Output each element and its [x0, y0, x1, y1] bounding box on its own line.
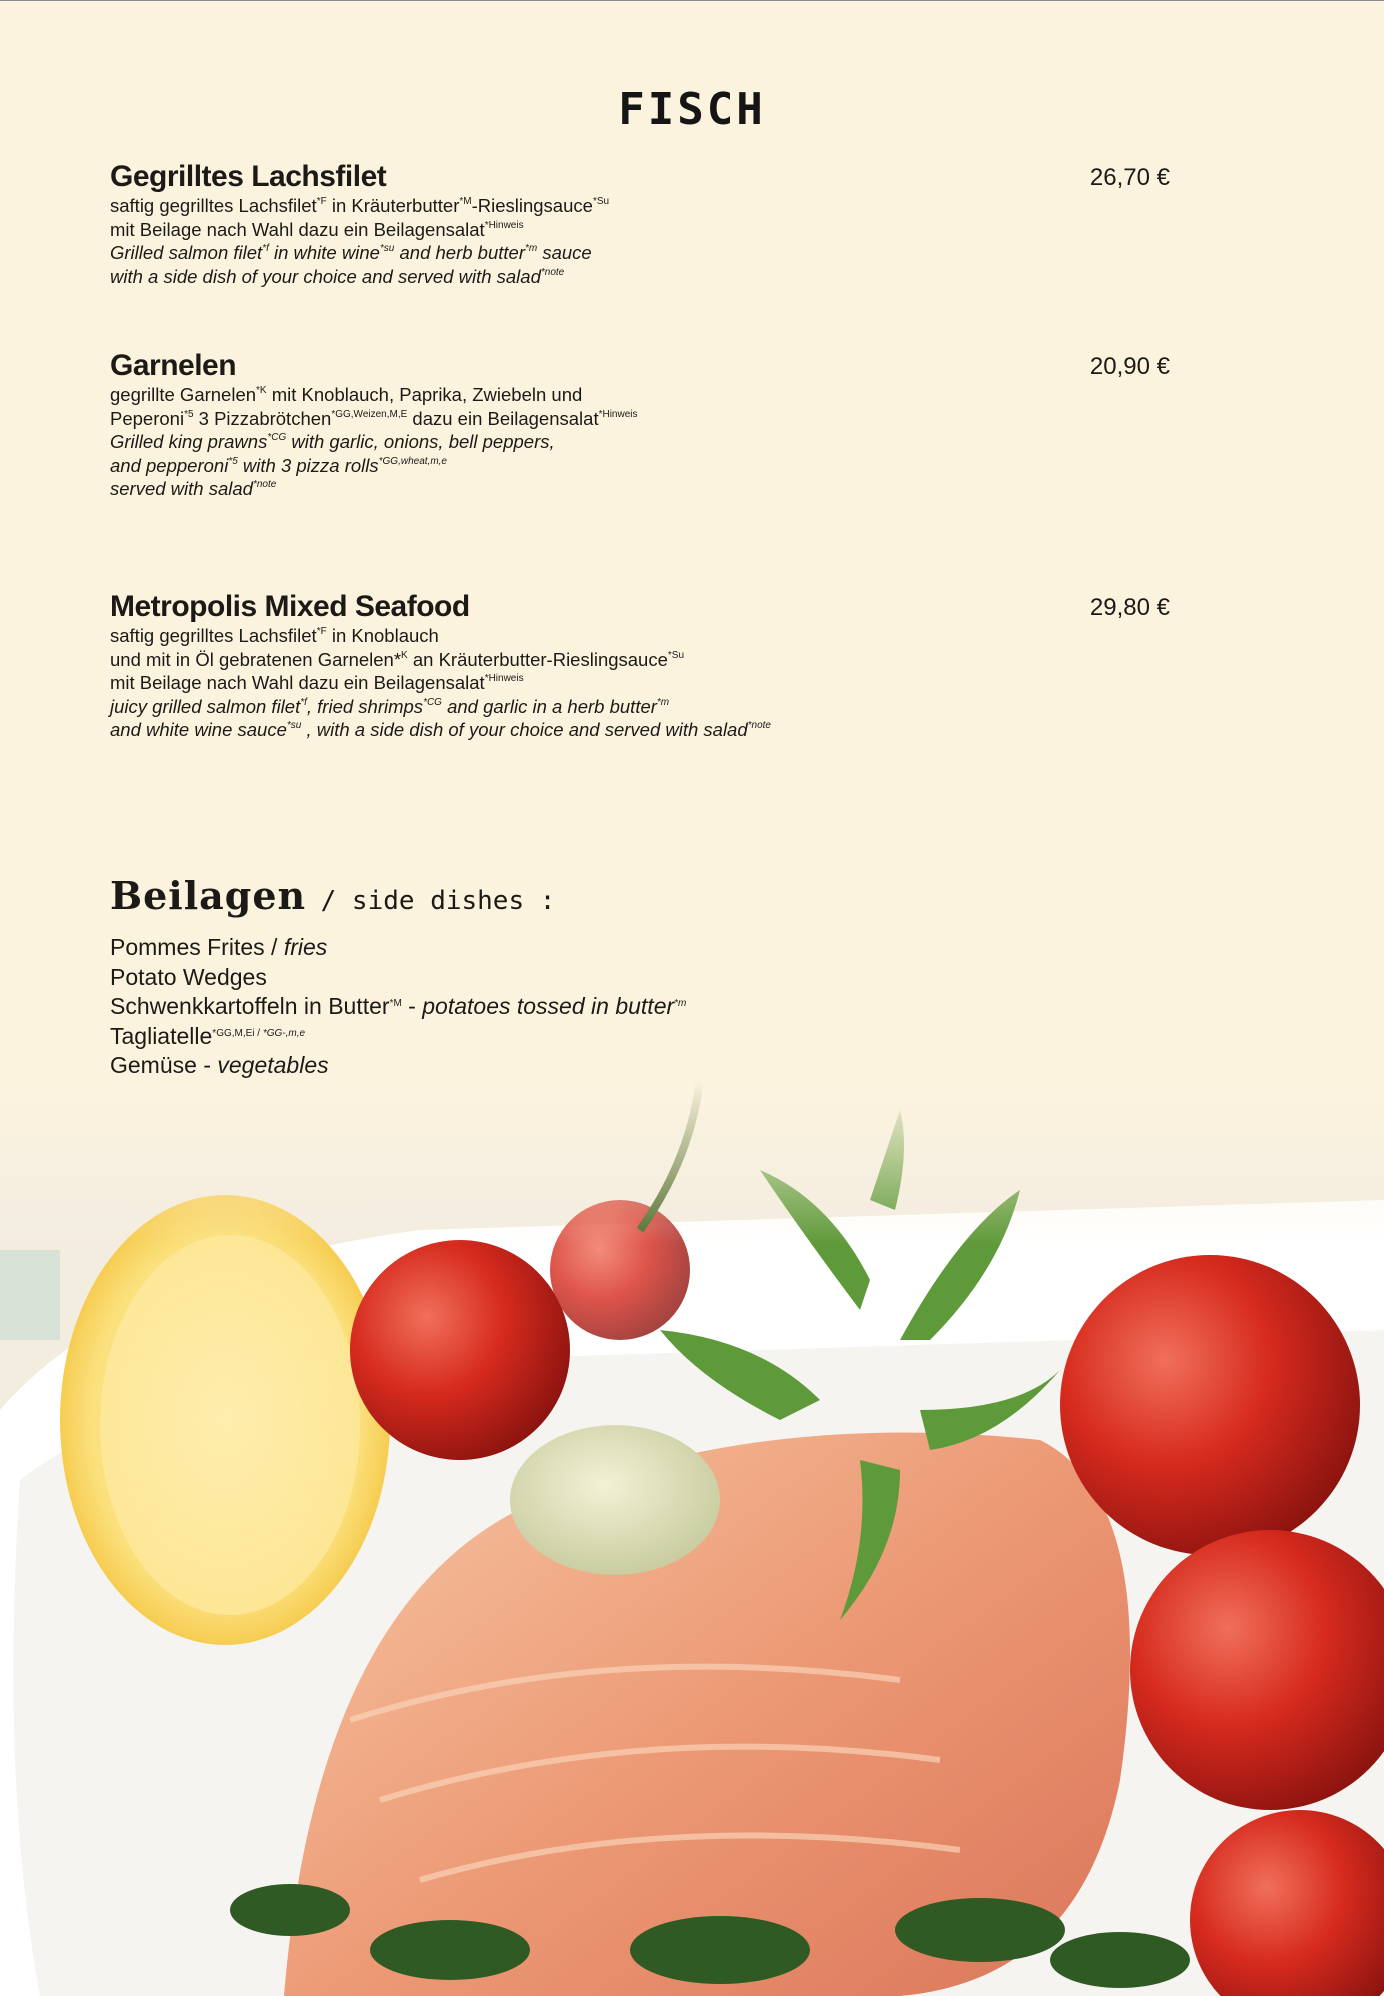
sides-subtitle: / side dishes :: [320, 886, 556, 916]
item-price: 29,80 €: [1089, 594, 1170, 621]
menu-item-garnelen: [110, 349, 1170, 501]
text-segment: Gemüse -: [110, 1052, 218, 1078]
text-segment: vegetables: [217, 1052, 329, 1078]
allergen-code: *note: [252, 479, 277, 490]
allergen-code: *GG,Weizen,M,E: [331, 408, 408, 420]
item-description: [110, 383, 1170, 501]
text-segment: juicy grilled salmon filet: [110, 695, 301, 717]
allergen-code: *GG,M,Ei /: [212, 1027, 263, 1039]
top-border-line: [0, 0, 1384, 1]
allergen-code: *m: [524, 243, 538, 254]
text-segment: Grilled salmon filet: [110, 242, 263, 263]
text-segment: and herb butter: [394, 242, 525, 263]
allergen-code: *Su: [667, 649, 685, 661]
allergen-code: *f: [262, 243, 269, 254]
description-line-de: [110, 648, 1170, 672]
side-dish-item: [110, 933, 727, 963]
allergen-code: *GG,wheat,m,e: [378, 455, 447, 467]
description-line-en: [110, 265, 1170, 289]
item-name: Metropolis Mixed Seafood: [110, 590, 470, 623]
description-line-de: [110, 407, 1170, 431]
description-line-en: [110, 477, 1170, 501]
side-dish-item: [110, 963, 727, 993]
text-segment: -Rieslingsauce: [471, 195, 593, 216]
allergen-code: *5: [228, 455, 238, 467]
allergen-code: *Hinweis: [598, 408, 638, 420]
salmon-dish-photo: [0, 1080, 1384, 1996]
sides-title: Beilagen: [110, 873, 307, 918]
text-segment: with garlic, onions, bell peppers,: [286, 431, 555, 452]
item-description: [110, 624, 1170, 742]
text-segment: in Kräuterbutter: [326, 195, 460, 216]
item-price: 20,90 €: [1089, 353, 1170, 380]
side-dish-item: [110, 1022, 727, 1052]
text-segment: an Kräuterbutter-Rieslingsauce: [407, 648, 668, 670]
allergen-code: *note: [540, 266, 565, 278]
text-segment: and garlic in a herb butter: [441, 695, 657, 717]
text-segment: gegrillte Garnelen: [110, 384, 257, 405]
item-description: [110, 194, 1170, 288]
allergen-code: *f: [300, 696, 307, 708]
text-segment: with a side dish of your choice and served with salad: [110, 265, 541, 287]
menu-item-lachsfilet: [110, 160, 1170, 288]
text-segment: Grilled king prawns: [110, 431, 268, 452]
text-segment: mit Knoblauch, Paprika, Zwiebeln und: [266, 384, 583, 405]
allergen-code: *note: [747, 720, 771, 731]
allergen-code: *m: [674, 998, 687, 1009]
description-line-de: [110, 624, 1170, 648]
item-name: Gegrilltes Lachsfilet: [110, 160, 387, 193]
sides-heading: [110, 873, 555, 918]
allergen-code: *M: [459, 196, 472, 207]
allergen-code: *GG-,m,e: [262, 1027, 306, 1039]
text-segment: und mit in Öl gebratenen Garnelen*: [110, 648, 402, 670]
text-segment: , fried shrimps: [306, 695, 424, 717]
text-segment: fries: [283, 934, 328, 960]
allergen-code: *su: [286, 720, 302, 731]
menu-item-mixed-seafood: [110, 590, 1170, 742]
text-segment: , with a side dish of your choice and served with salad: [301, 719, 748, 740]
item-name: Garnelen: [110, 349, 237, 382]
allergen-code: K: [401, 649, 408, 661]
text-segment: mit Beilage nach Wahl dazu ein Beilagensalat: [110, 218, 485, 240]
allergen-code: *F: [316, 626, 327, 637]
allergen-code: *CG: [423, 696, 442, 708]
text-segment: -: [401, 993, 423, 1019]
text-segment: served with salad: [110, 478, 253, 499]
description-line-en: [110, 241, 1170, 265]
allergen-code: *Hinweis: [484, 673, 524, 684]
text-segment: Peperoni: [110, 407, 185, 429]
text-segment: in Knoblauch: [326, 625, 439, 646]
allergen-code: *Hinweis: [484, 219, 524, 231]
side-dish-item: [110, 1051, 727, 1081]
description-line-en: [110, 695, 1170, 719]
allergen-code: *K: [256, 385, 267, 396]
text-segment: mit Beilage nach Wahl dazu ein Beilagensalat: [110, 672, 485, 693]
text-segment: saftig gegrilltes Lachsfilet: [110, 195, 317, 216]
allergen-code: *Su: [592, 196, 610, 207]
allergen-code: *su: [379, 243, 395, 254]
allergen-code: *F: [316, 196, 327, 207]
text-segment: 3 Pizzabrötchen: [193, 407, 332, 429]
description-line-de: [110, 194, 1170, 218]
description-line-en: [110, 454, 1170, 478]
text-segment: with 3 pizza rolls: [237, 454, 379, 476]
text-segment: Pommes Frites /: [110, 934, 284, 960]
text-segment: saftig gegrilltes Lachsfilet: [110, 625, 317, 646]
text-segment: Potato Wedges: [110, 963, 267, 990]
text-segment: dazu ein Beilagensalat: [407, 407, 599, 429]
text-segment: and white wine sauce: [110, 719, 287, 740]
description-line-de: [110, 383, 1170, 407]
allergen-code: *M: [389, 998, 402, 1009]
text-segment: potatoes tossed in butter: [422, 993, 675, 1019]
description-line-en: [110, 718, 1170, 742]
description-line-en: [110, 430, 1170, 454]
item-price: 26,70 €: [1089, 164, 1170, 191]
side-dish-item: [110, 992, 727, 1022]
text-segment: Schwenkkartoffeln in Butter: [110, 993, 390, 1019]
text-segment: in white wine: [268, 242, 380, 263]
text-segment: and pepperoni: [110, 454, 229, 476]
allergen-code: *5: [184, 408, 194, 420]
description-line-de: [110, 671, 1170, 695]
text-segment: sauce: [537, 242, 592, 263]
allergen-code: *m: [656, 696, 670, 708]
text-segment: Tagliatelle: [110, 1022, 213, 1049]
allergen-code: *CG: [267, 432, 287, 443]
page-title: FISCH: [618, 84, 766, 136]
description-line-de: [110, 218, 1170, 242]
